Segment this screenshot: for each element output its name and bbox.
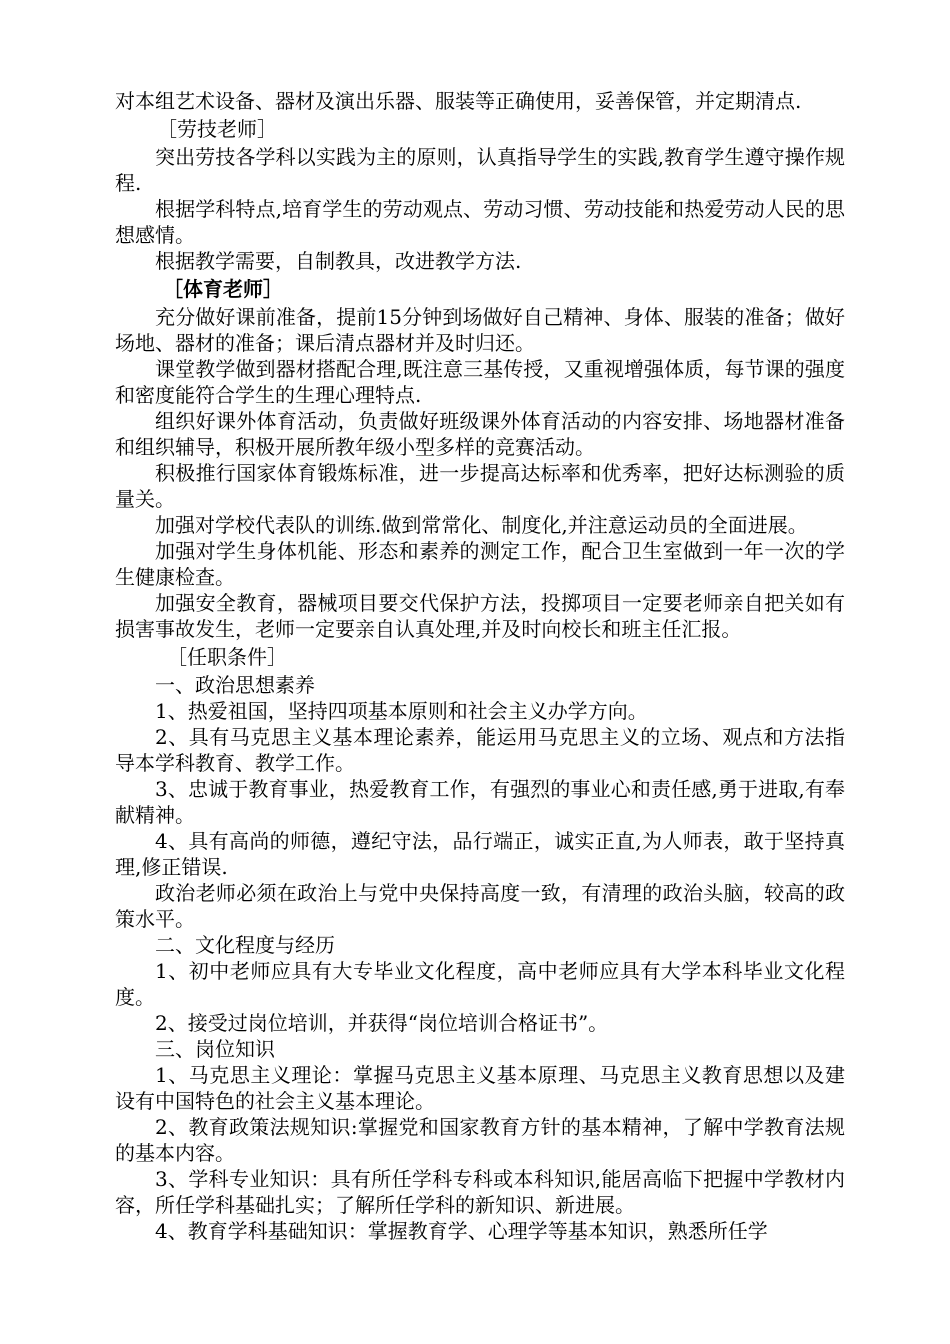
paragraph: 1、马克思主义理论：掌握马克思主义基本原理、马克思主义教育思想以及建设有中国特色的社会主义基本理论。 (115, 1063, 845, 1113)
paragraph: 突出劳技各学科以实践为主的原则，认真指导学生的实践,教育学生遵守操作规程. (115, 145, 845, 195)
paragraph: 2、具有马克思主义基本理论素养，能运用马克思主义的立场、观点和方法指导本学科教育、教学工作。 (115, 725, 845, 775)
paragraph: 二、文化程度与经历 (155, 933, 335, 957)
paragraph: 2、教育政策法规知识:掌握党和国家教育方针的基本精神，了解中学教育法规的基本内容。 (115, 1115, 845, 1165)
paragraph: 加强对学生身体机能、形态和素养的测定工作，配合卫生室做到一年一次的学生健康检查。 (115, 539, 845, 589)
paragraph: 课堂教学做到器材搭配合理,既注意三基传授，又重视增强体质，每节课的强度和密度能符合学生的生理心理特点. (115, 357, 845, 407)
paragraph: 一、政治思想素养 (155, 673, 315, 697)
paragraph: 1、热爱祖国，坚持四项基本原则和社会主义办学方向。 (155, 699, 648, 723)
paragraph: 根据教学需要，自制教具，改进教学方法. (155, 249, 522, 273)
paragraph: 3、学科专业知识：具有所任学科专科或本科知识,能居高临下把握中学教材内容，所任学科基础扎实；了解所任学科的新知识、新进展。 (115, 1167, 845, 1217)
paragraph: 根据学科特点,培育学生的劳动观点、劳动习惯、劳动技能和热爱劳动人民的思想感情。 (115, 197, 845, 247)
section-heading: ［任职条件］ (167, 645, 287, 669)
paragraph: 充分做好课前准备，提前15分钟到场做好自己精神、身体、服装的准备；做好场地、器材的准备；课后清点器材并及时归还。 (115, 305, 845, 355)
paragraph: 政治老师必须在政治上与党中央保持高度一致，有清理的政治头脑，较高的政策水平。 (115, 881, 845, 931)
paragraph: 组织好课外体育活动，负责做好班级课外体育活动的内容安排、场地器材准备和组织辅导，积极开展所教年级小型多样的竞赛活动。 (115, 409, 845, 459)
paragraph: 三、岗位知识 (155, 1037, 275, 1061)
paragraph: 加强安全教育，器械项目要交代保护方法，投掷项目一定要老师亲自把关如有损害事故发生，老师一定要亲自认真处理,并及时向校长和班主任汇报。 (115, 591, 845, 641)
paragraph: 3、忠诚于教育事业，热爱教育工作，有强烈的事业心和责任感,勇于进取,有奉献精神。 (115, 777, 845, 827)
paragraph: 4、具有高尚的师德，遵纪守法，品行端正，诚实正直,为人师表，敢于坚持真理,修正错误. (115, 829, 845, 879)
paragraph: 2、接受过岗位培训，并获得“岗位培训合格证书”。 (155, 1011, 609, 1035)
paragraph: 4、教育学科基础知识：掌握教育学、心理学等基本知识，熟悉所任学 (155, 1219, 768, 1243)
section-heading: ［劳技老师］ (157, 117, 277, 141)
paragraph: 加强对学校代表队的训练.做到常常化、制度化,并注意运动员的全面进展。 (155, 513, 808, 537)
section-heading: ［体育老师］ (163, 277, 283, 301)
paragraph: 积极推行国家体育锻炼标准，进一步提高达标率和优秀率，把好达标测验的质量关。 (115, 461, 845, 511)
paragraph: 对本组艺术设备、器材及演出乐器、服装等正确使用，妥善保管，并定期清点. (115, 89, 802, 113)
paragraph: 1、初中老师应具有大专毕业文化程度，高中老师应具有大学本科毕业文化程度。 (115, 959, 845, 1009)
document-page (115, 88, 845, 1244)
